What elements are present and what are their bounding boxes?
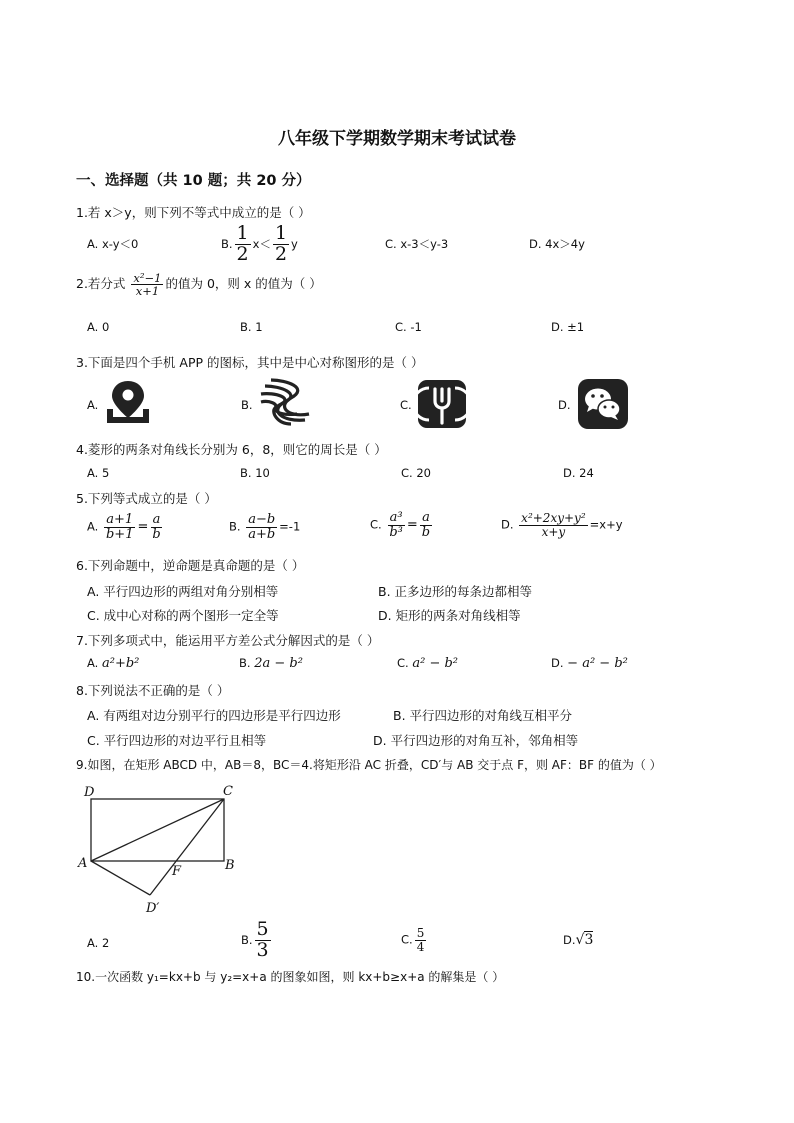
q9-option-a: A. 2 xyxy=(87,936,110,950)
fraction-numerator: 1 xyxy=(274,222,288,244)
q5-option-a xyxy=(87,513,165,541)
option-prefix: B. xyxy=(239,656,251,670)
fraction-denominator: b xyxy=(152,526,161,542)
option-prefix: B. xyxy=(229,519,241,534)
fraction-denominator: b³ xyxy=(389,524,403,540)
q9-rectangle-fold-figure xyxy=(76,780,246,920)
question-10-stem: 10.一次函数 y₁=kx+b 与 y₂=x+a 的图象如图，则 kx+b≥x+a 的解集是（ ） xyxy=(76,970,505,984)
q7-a-expression: a²+b² xyxy=(101,656,140,671)
question-8-stem: 8.下列说法不正确的是（ ） xyxy=(76,683,230,698)
vertex-label-d-prime: D′ xyxy=(146,901,160,916)
location-pin-icon xyxy=(104,378,152,426)
q1-option-d: D. 4x＞4y xyxy=(529,237,585,251)
page-title: 八年级下学期数学期末考试试卷 xyxy=(278,129,516,149)
q7-option-d xyxy=(551,656,628,671)
question-7-stem: 7.下列多项式中，能运用平方差公式分解因式的是（ ） xyxy=(76,633,380,648)
fraction-numerator: a xyxy=(152,512,161,527)
q1-option-a: A. x-y＜0 xyxy=(87,237,139,251)
fraction-denominator: 2 xyxy=(236,242,249,265)
question-5-stem: 5.下列等式成立的是（ ） xyxy=(76,491,217,506)
fraction-numerator: 1 xyxy=(236,222,249,244)
option-prefix: D. xyxy=(563,933,576,947)
option-prefix: C. xyxy=(401,932,413,947)
question-1-stem: 1.若 x＞y，则下列不等式中成立的是（ ） xyxy=(76,205,311,220)
q8-option-c: C. 平行四边形的对边平行且相等 xyxy=(87,733,267,748)
q9-option-d xyxy=(563,932,593,948)
option-prefix: D. xyxy=(551,656,564,670)
q1-b-suffix: y xyxy=(291,236,298,251)
q5-c-left-fraction xyxy=(387,511,405,539)
q2-option-c: C. -1 xyxy=(395,320,422,334)
fraction-denominator: 2 xyxy=(274,242,288,265)
q8-option-a: A. 有两组对边分别平行的四边形是平行四边形 xyxy=(87,708,341,723)
q1-b-fraction-2 xyxy=(273,224,289,265)
q8-option-d: D. 平行四边形的对角互补，邻角相等 xyxy=(373,733,579,748)
fraction-numerator: x²−1 xyxy=(133,271,162,285)
q2-option-a: A. 0 xyxy=(87,320,110,334)
q3-option-a: A. xyxy=(87,398,99,412)
q7-option-c xyxy=(397,656,458,671)
q5-option-b xyxy=(229,513,300,541)
q8-option-b: B. 平行四边形的对角线互相平分 xyxy=(393,708,573,723)
fraction-denominator: b+1 xyxy=(105,526,134,542)
q2-option-b: B. 1 xyxy=(240,320,263,334)
option-prefix: A. xyxy=(87,656,99,670)
fraction-denominator: x+y xyxy=(541,524,566,539)
q2-fraction xyxy=(131,272,163,297)
q6-option-d: D. 矩形的两条对角线相等 xyxy=(378,608,521,623)
equals-sign: = xyxy=(406,517,418,533)
question-9-stem: 9.如图，在矩形 ABCD 中，AB＝8，BC＝4.将矩形沿 AC 折叠，CD′与 AB 交于点 F，则 AF：BF 的值为（ ） xyxy=(76,758,662,772)
q2-option-d: D. ±1 xyxy=(551,320,585,334)
q7-option-a xyxy=(87,656,139,671)
q3-option-c: C. xyxy=(400,398,412,412)
point-label-f: F xyxy=(172,864,182,879)
q5-c-right-fraction xyxy=(420,511,432,539)
q5-option-d xyxy=(501,512,623,538)
q7-b-expression: 2a − b² xyxy=(254,656,303,671)
option-prefix: C. xyxy=(397,656,409,670)
q6-option-c: C. 成中心对称的两个图形一定全等 xyxy=(87,608,279,623)
option-prefix: A. xyxy=(87,519,99,534)
fraction-denominator: x+1 xyxy=(135,284,160,299)
q9-option-b xyxy=(241,920,273,961)
fraction-numerator: 5 xyxy=(256,918,269,940)
fraction-numerator: a+1 xyxy=(106,512,134,527)
fork-restaurant-icon xyxy=(417,379,467,429)
question-3-stem: 3.下面是四个手机 APP 的图标，其中是中心对称图形的是（ ） xyxy=(76,355,424,370)
option-prefix: B. xyxy=(241,932,253,947)
sqrt-sign: √ xyxy=(575,932,585,948)
vertex-label-b: B xyxy=(225,858,235,873)
fraction-numerator: a−b xyxy=(248,512,276,527)
section-heading: 一、选择题（共 10 题；共 20 分） xyxy=(76,173,311,189)
q2-stem-prefix: 2.若分式 xyxy=(76,276,126,292)
china-mobile-logo-icon xyxy=(257,376,313,428)
fraction-numerator: a³ xyxy=(389,510,403,525)
q5-a-right-fraction xyxy=(150,513,162,541)
fraction-numerator: a xyxy=(422,510,430,525)
wechat-icon xyxy=(577,378,629,430)
q5-d-fraction xyxy=(519,512,587,538)
q9-c-fraction xyxy=(415,927,427,953)
q1-b-fraction xyxy=(235,224,251,265)
fraction-denominator: b xyxy=(421,524,431,540)
q1-option-c: C. x-3＜y-3 xyxy=(385,237,449,251)
question-4-stem: 4.菱形的两条对角线长分别为 6，8，则它的周长是（ ） xyxy=(76,442,387,457)
fraction-denominator: 3 xyxy=(256,938,269,961)
q1-b-middle: x＜ xyxy=(252,236,271,251)
q7-c-expression: a² − b² xyxy=(412,656,458,671)
vertex-label-c: C xyxy=(223,784,233,799)
q1-b-prefix: B. xyxy=(221,236,233,251)
vertex-label-d: D xyxy=(84,785,95,800)
q5-a-left-fraction xyxy=(104,513,136,541)
q4-option-b: B. 10 xyxy=(240,466,270,480)
q2-stem-suffix: 的值为 0，则 x 的值为（ ） xyxy=(165,276,322,292)
equals-sign: = xyxy=(137,519,149,535)
q4-option-c: C. 20 xyxy=(401,466,431,480)
fraction-numerator: 5 xyxy=(416,926,425,940)
q9-option-c xyxy=(401,927,428,953)
option-prefix: D. xyxy=(501,517,514,532)
q5-b-fraction xyxy=(246,513,277,541)
q3-option-d: D. xyxy=(558,398,571,412)
q6-option-a: A. 平行四边形的两组对角分别相等 xyxy=(87,584,279,599)
vertex-label-a: A xyxy=(78,856,88,871)
q3-option-b: B. xyxy=(241,398,253,412)
option-prefix: C. xyxy=(370,517,382,532)
q5-option-c xyxy=(370,511,434,539)
q9-b-fraction xyxy=(255,920,271,961)
q5-b-tail: =-1 xyxy=(279,519,301,534)
q1-option-b xyxy=(221,224,298,265)
sqrt-radicand: 3 xyxy=(584,932,594,948)
question-6-stem: 6.下列命题中，逆命题是真命题的是（ ） xyxy=(76,558,305,573)
fraction-denominator: 4 xyxy=(416,939,425,954)
q5-d-tail: =x+y xyxy=(589,517,623,532)
q7-d-expression: − a² − b² xyxy=(567,656,628,671)
fraction-denominator: a+b xyxy=(248,526,276,542)
fraction-numerator: x²+2xy+y² xyxy=(521,511,586,525)
q7-option-b xyxy=(239,656,303,671)
q4-option-d: D. 24 xyxy=(563,466,594,480)
q6-option-b: B. 正多边形的每条边都相等 xyxy=(378,584,533,599)
q4-option-a: A. 5 xyxy=(87,466,110,480)
question-2-stem xyxy=(76,272,322,297)
